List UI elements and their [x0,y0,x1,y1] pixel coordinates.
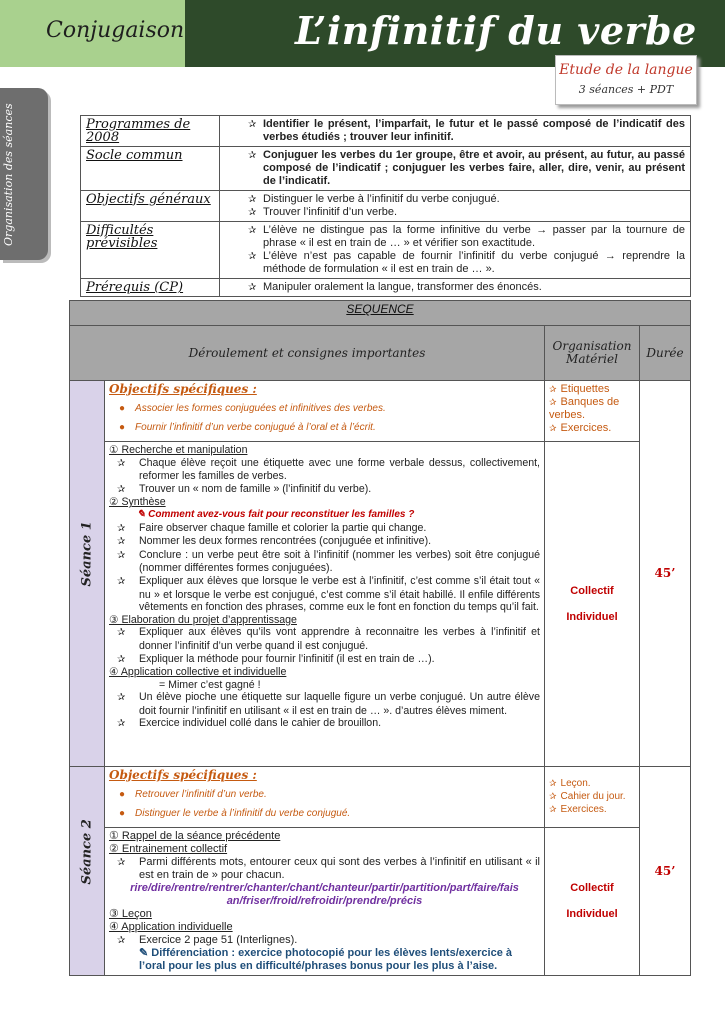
material-item: ✰ Cahier du jour. [549,791,626,802]
page-title: L’infinitif du verbe [295,8,697,53]
seance-1-organisation [545,442,640,767]
step-item: ✰ Exercice individuel collé dans le cahier de brouillon. [117,717,382,730]
info-row-programmes [81,116,691,147]
seance-2-objectives [105,767,545,828]
objectifs-label: Objectifs généraux [81,191,220,222]
objective-item: ● Retrouver l’infinitif d’un verbe. [119,788,540,801]
difficulte-item: L’élève ne distingue pas la forme infinitive du verbe → passer par la tournure de phrase « il est en train de … » et vérifier son exactitude. [263,224,685,249]
seance-1-steps [105,442,545,767]
step-heading: ④ Application collective et individuelle [109,666,287,679]
star-icon: ✰ ✰ [220,222,259,279]
material-item: ✰ Leçon. [549,778,591,789]
step-heading: ① Recherche et manipulation [109,444,248,456]
star-icon: ✰ ✰ [220,191,259,222]
step-item: ✰ Parmi différents mots, entourer ceux qui sont des verbes à l’infinitif en utilisant « il est en train de » pour chacun. [117,856,540,881]
socle-label: Socle commun [81,147,220,191]
game-name: = Mimer c’est gagné ! [159,678,261,691]
col-organisation: Organisation Matériel [545,326,640,381]
star-icon: ✰ [220,147,259,191]
org-collectif: Collectif [570,882,614,894]
seance-2-label-cell [70,767,105,976]
star-icon: ✰ [220,279,259,297]
step-item: ✰ Expliquer aux élèves que lorsque le verbe est à l’infinitif, c’est comme s’il était tout « nu » et lorsque le verbe est conjugué, c’est comme s’il était habillé. Il enfile différents vêtements en fonction des phrases, comme eux le font en fonction du temps qu’il fait. [117,574,540,614]
org-individuel: Individuel [566,610,618,623]
seance-1-materials [545,381,640,442]
step-item: ✰ Nommer les deux formes rencontrées (conjuguée et infinitive). [117,535,432,548]
step-item: ✰ Expliquer la méthode pour fournir l’infinitif (il est en train de …). [117,652,435,665]
seance-1-label: Séance 1 [79,521,95,587]
prerequis-text: Manipuler oralement la langue, transformer des énoncés. [258,279,691,297]
seance-2-steps [105,828,545,976]
difficulte-item: L’élève n’est pas capable de fournir l’infinitif du verbe conjugué → reprendre la méthode de formulation « il est en train de … ». [263,250,685,275]
info-row-objectifs [81,191,691,222]
objective-item: ● Distinguer le verbe à l’infinitif du verbe conjugué. [119,807,540,820]
programmes-label: Programmes de 2008 [81,116,220,147]
differentiation-note: ✎ Différenciation : exercice photocopié pour les élèves lents/exercice à l’oral pour les plus en difficulté/phrases bonus pour les plus à l’aise. [139,947,512,972]
step-heading: ② Synthèse [109,496,166,509]
info-table [80,115,691,297]
category-title: Conjugaison [46,18,185,43]
org-individuel: Individuel [566,908,618,920]
prerequis-label: Prérequis (CP) [81,279,220,297]
seance-2-duree: 45’ [640,767,691,976]
objectif-item: Trouver l’infinitif d’un verbe. [263,206,398,218]
step-item: ✰ Trouver un « nom de famille » (l’infinitif du verbe). [117,482,372,495]
col-deroulement: Déroulement et consignes importantes [70,326,545,381]
step-heading: ③ Leçon [109,908,152,920]
subject-box [555,55,697,105]
subject-label: Etude de la langue [559,62,693,78]
objectif-item: Distinguer le verbe à l’infinitif du verbe conjugué. [263,193,500,205]
step-item: ✰ Un élève pioche une étiquette sur laquelle figure un verbe conjugué. Un autre élève doit fournir l’infinitif en utilisant « il est en train de … ». d’autres élèves miment. [117,691,540,717]
seance-2-organisation [545,828,640,976]
col-duree: Durée [640,326,691,381]
seance-1-duree: 45’ [640,381,691,767]
material-item: ✰ Etiquettes [549,383,610,395]
step-heading: ② Entrainement collectif [109,843,228,855]
star-icon: ✰ [220,116,259,147]
difficultes-label: Difficultés prévisibles [81,222,220,279]
pencil-icon: ✎ [137,508,149,520]
side-tab [0,88,48,260]
programmes-text: Identifier le présent, l’imparfait, le futur et le passé composé de l’indicatif des verbes étudiés ; trouver leur infinitif. [258,116,691,147]
side-tab-label: Organisation des séances [2,103,15,246]
seance-1-label-cell [70,381,105,767]
sequence-table [69,300,691,976]
question-item: ✎ Comment avez-vous fait pour reconstituer les familles ? [137,508,415,520]
info-row-difficultes [81,222,691,279]
sequence-title: SEQUENCE [70,301,691,326]
seance-2-label: Séance 2 [79,818,95,884]
seance-2-materials [545,767,640,828]
org-collectif: Collectif [570,584,614,597]
step-heading: ① Rappel de la séance précédente [109,830,281,842]
material-item: ✰ Exercices. [549,422,612,434]
seance-1-objectives [105,381,545,442]
step-item: ✰ Expliquer aux élèves qu’ils vont apprendre à reconnaitre les verbes à l’infinitif et donner l’infinitif d’un verbe quand il est conjugué. [117,626,540,652]
step-heading: ④ Application individuelle [109,921,233,933]
info-row-prerequis [81,279,691,297]
material-item: ✰ Exercices. [549,804,607,815]
word-list: rire/dire/rentre/rentrer/chanter/chant/chanteur/partir/partition/part/faire/fais an/friser/froid/refroidir/prendre/précis [130,882,519,907]
objective-item: ● Associer les formes conjuguées et infinitives des verbes. [119,402,540,415]
objectives-title: Objectifs spécifiques : [109,768,257,782]
step-item: ✰ Chaque élève reçoit une étiquette avec une forme verbale dessus, collectivement, reformer les familles de verbes. [117,456,540,483]
material-item: ✰ Banques de verbes. [549,396,620,421]
step-heading: ③ Elaboration du projet d’apprentissage [109,613,297,626]
objectives-title: Objectifs spécifiques : [109,382,257,396]
sessions-label: 3 séances + PDT [578,83,674,96]
step-item: ✰ Exercice 2 page 51 (Interlignes). [117,934,298,946]
step-item: ✰ Conclure : un verbe peut être soit à l’infinitif (nommer les verbes) soit être conjugué (nommer différentes formes conjuguées). [117,548,540,575]
step-item: ✰ Faire observer chaque famille et colorier la partie qui change. [117,521,427,534]
category-banner [0,0,185,67]
socle-text: Conjuguer les verbes du 1er groupe, être et avoir, au présent, au futur, au passé composé de l’indicatif ; conjuguer les verbes faire, aller, dire, venir, au présent de l’indicatif. [258,147,691,191]
pencil-icon: ✎ [139,947,152,959]
objective-item: ● Fournir l’infinitif d’un verbe conjugué à l’oral et à l’écrit. [119,421,540,434]
info-row-socle [81,147,691,191]
